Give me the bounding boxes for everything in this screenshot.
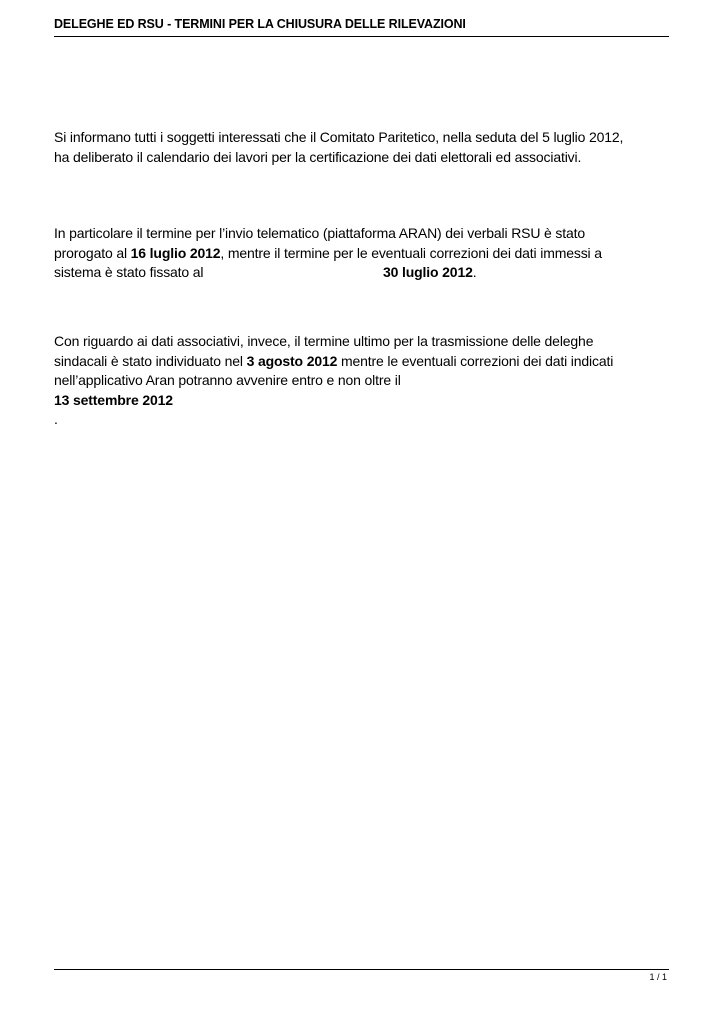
text-line [54, 352, 674, 372]
text-line: In particolare il termine per l’invio telematico (piattaforma ARAN) dei verbali RSU è stato [54, 225, 586, 241]
page-header [54, 14, 669, 37]
text-line: . [54, 411, 58, 427]
page-title: DELEGHE ED RSU - TERMINI PER LA CHIUSURA DELLE RILEVAZIONI [54, 17, 466, 31]
deadline-date-delegation-corrections: 13 settembre 2012 [54, 391, 173, 408]
paragraph-committee-notice [54, 128, 674, 167]
text-line: Si informano tutti i soggetti interessati che il Comitato Paritetico, nella seduta del 5 luglio 2012, [54, 129, 624, 145]
deadline-date-delegations: 3 agosto 2012 [246, 352, 338, 369]
paragraph-delegation-deadlines [54, 332, 674, 430]
paragraph-rsu-deadlines [54, 224, 674, 283]
text-segment: prorogato al [54, 244, 131, 261]
deadline-date-rsu-corrections: 30 luglio 2012 [383, 264, 473, 280]
text-segment: sistema è stato fissato al [54, 264, 204, 280]
text-line: nell’applicativo Aran potranno avvenire entro e non oltre il [54, 372, 401, 388]
text-segment: . [472, 264, 477, 280]
deadline-date-rsu-upload: 16 luglio 2012 [130, 244, 221, 261]
text-line: ha deliberato il calendario dei lavori per la certificazione dei dati elettorali ed associativi. [54, 148, 582, 165]
text-segment: mentre le eventuali correzioni dei dati indicati [337, 352, 614, 369]
text-segment: sindacali è stato individuato nel [54, 352, 247, 369]
page-number: 1 / 1 [649, 972, 667, 982]
text-line: Con riguardo ai dati associativi, invece, il termine ultimo per la trasmissione delle deleghe [54, 333, 594, 349]
text-line [54, 263, 674, 283]
text-segment: , mentre il termine per le eventuali correzioni dei dati immessi a [220, 244, 602, 261]
text-line [54, 244, 674, 264]
page-footer [54, 969, 669, 984]
